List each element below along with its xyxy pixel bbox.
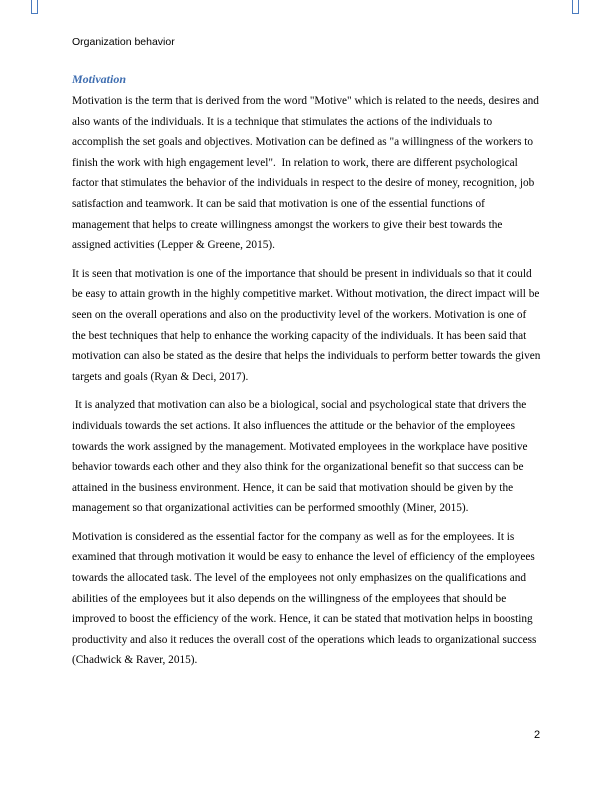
text-boundary-mark-right — [572, 0, 579, 14]
paragraph: Motivation is considered as the essential factor for the company as well as for the employees. It is examined that through motivation it would be easy to enhance the level of efficiency of the employees towards the allocated task. The level of the employees not only emphasizes on the qualifications and abilities of the employees but it also depends on the willingness of the employees that should be improved to boost the efficiency of the work. Hence, it can be stated that motivation helps in boosting productivity and also it reduces the overall cost of the operations which leads to organizational success (Chadwick & Raver, 2015). — [72, 530, 540, 667]
body-content — [72, 71, 542, 679]
paragraph: Motivation is the term that is derived from the word "Motive" which is related to the needs, desires and also wants of the individuals. It is a technique that stimulates the actions of the individuals to accomplish the set goals and objectives. Motivation can be defined as "a willingness of the workers to finish the work with high engagement level". In relation to work, there are different psychological factor that stimulates the behavior of the individuals in respect to the desire of money, recognition, job satisfaction and teamwork. It can be said that motivation is one of the essential functions of management that helps to create willingness amongst the workers to give their best towards the assigned activities (Lepper & Greene, 2015). — [72, 95, 542, 252]
section-heading: Motivation — [72, 72, 127, 86]
running-header: Organization behavior — [72, 36, 175, 48]
paragraph: It is analyzed that motivation can also be a biological, social and psychological state that drivers the individuals towards the set actions. It also influences the attitude or the behavior of the employees towards the work assigned by the management. Motivated employees in the workplace have positive behavior towards each other and they also think for the organizational benefit so that success can be attained in the business environment. Hence, it can be said that motivation should be given by the management so that organizational activities can be performed smoothly (Miner, 2015). — [72, 399, 531, 515]
page-number: 2 — [534, 729, 541, 741]
paragraph: It is seen that motivation is one of the importance that should be present in individuals so that it could be easy to attain growth in the highly competitive market. Without motivation, the direct impact will be seen on the overall operations and also on the productivity level of the workers. Motivation is one of the best techniques that help to enhance the working capacity of the individuals. It has been said that motivation can also be stated as the desire that helps the individuals to perform better towards the given targets and goals (Ryan & Deci, 2017). — [72, 267, 544, 383]
text-boundary-mark-left — [31, 0, 38, 14]
